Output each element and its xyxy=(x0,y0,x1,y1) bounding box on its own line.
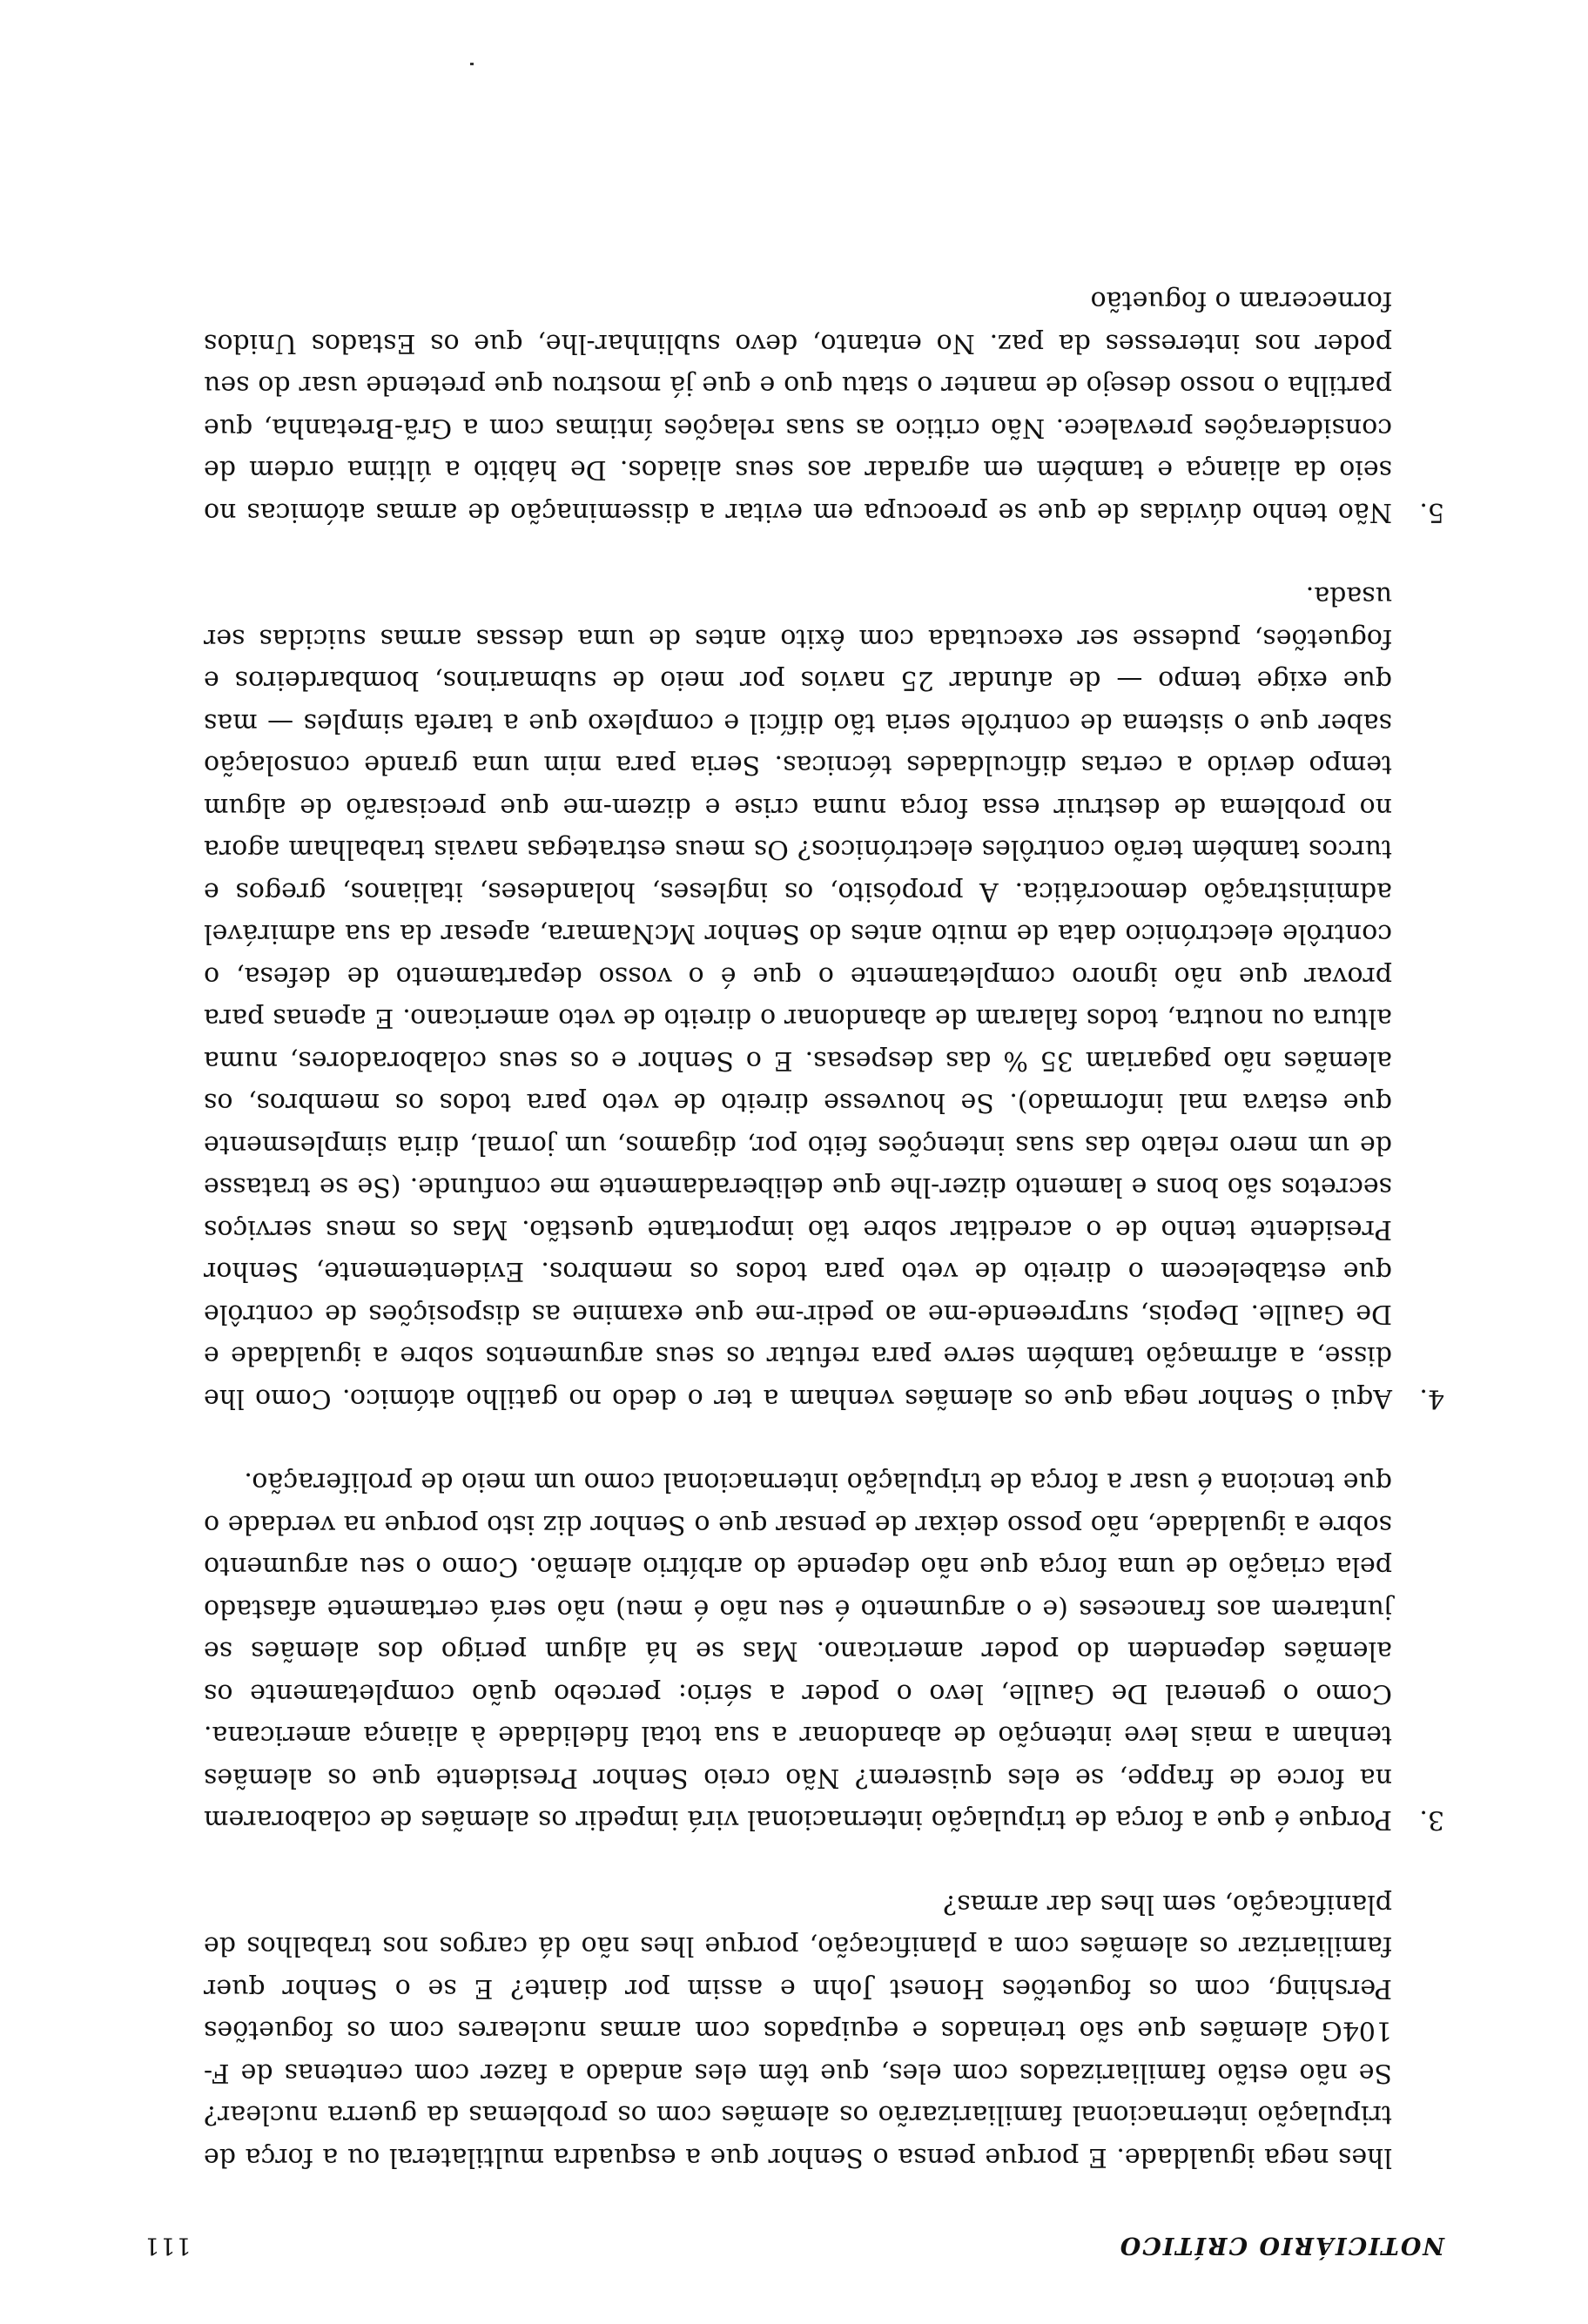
stray-ink-mark xyxy=(470,63,474,65)
paragraph-text: Porque é que a força de tripulação internacional virá impedir os alemães de colaborarem na force de frappe, se eles quiserem? Não creio Senhor Presidente que os alemães tenham a mais leve intenção de abandonar a sua total fidelidade à aliança americana. Como o general De Gaulle, levo o poder a sério: percebo quão completamente os alemães dependem do poder americano. Mas se há algum perigo dos alemães se juntarem aos franceses (e o argumento é seu não é meu) não será certamente afastado pela criação de uma força que não depende do arbítrio alemão. Como o seu argumento sobre a igualdade, não posso deixar de pensar que o Senhor diz isto porque na verdade o que tenciona é usar a força de tripulação internacional como um meio de proliferação. xyxy=(204,1467,1392,1836)
paragraph-3 xyxy=(204,1461,1444,1841)
paragraph-number: 5. xyxy=(1419,497,1444,527)
paragraph-text: lhes nega igualdade. E porque pensa o Senhor que a esquadra multilateral ou a força de tripulação internacional familiarizarão os alemães com os problemas da guerra nuclear? Se não estão familiarizados com eles, que têm eles andado a fazer com centenas de F-104G alemães que são treinados e equipados com armas nucleares com os foguetões Pershing, com os foguetões Honest John e assim por diante? E se o Senhor quer familiarizar os alemães com a planificação, porque lhes não dá cargos nos trabalhos de planificação, sem lhes dar armas? xyxy=(204,1889,1392,2173)
paragraph-4 xyxy=(204,574,1444,1419)
body-text xyxy=(204,238,1444,2178)
page-number: 111 xyxy=(144,2232,192,2259)
paragraph-text: Não tenho dúvidas de que se preocupa em evitar a disseminação de armas atómicas no seio da aliança e também em agradar aos seus aliados. De hábito a última ordem de considerações prevalece. Não critico as suas relações íntimas com a Grã-Bretanha, que partilha o nosso desejo de manter o statu quo e que já mostrou que pretende usar do seu poder nos interesses da paz. No entanto, devo sublinhar-lhe, que os Estados Unidos forneceram o foguetão xyxy=(204,285,1392,527)
paragraph-number: 3. xyxy=(1419,1804,1444,1836)
paragraph-number: 4. xyxy=(1419,1383,1444,1414)
page-header xyxy=(144,2215,1444,2259)
paragraph-text: Aqui o Senhor nega que os alemães venham a ter o dedo no gatilho atómico. Como lhe disse, a afirmação também serve para refutar os seus argumentos sobre a igualdade e De Gaulle. Depois, surpreende-me ao pedir-me que examine as disposições de contrôle que estabelecem o direito de veto para todos os membros. Evidentemente, Senhor Presidente tenho de o acreditar sobre tão importante questão. Mas os meus serviços secretos são bons e lamento dizer-lhe que deliberadamente me confunde. (Se se tratasse de um mero relato das suas intenções feito por, digamos, um jornal, diria simplesmente que estava mal informado). Se houvesse direito de veto para todos os membros, os alemães não pagariam 35 % das despesas. E o Senhor e os seus colaboradores, numa altura ou noutra, todos falaram de abandonar o direito de veto americano. E apenas para provar que não ignoro completamente o que é o vosso departamento de defesa, o contrôle electrónico data de muito antes do Senhor McNamara, apesar da sua admirável administração democrática. A propósito, os ingleses, holandeses, italianos, gregos e turcos também terão contrôles electrónicos? Os meus estrategas navais trabalham agora no problema de destruir essa força numa crise e dizem-me que precisarão de algum tempo devido a certas dificuldades técnicas. Seria para mim uma grande consolação saber que o sistema de contrôle seria tão difícil e complexo que a tarefa simples — mas que exige tempo — de afundar 25 navios por meio de submarinos, bombardeiros e foguetões, pudesse ser executada com êxito antes de uma dessas armas suicidas ser usada. xyxy=(204,581,1392,1414)
paragraph-5 xyxy=(204,279,1444,533)
paragraph-continuation xyxy=(204,1883,1444,2179)
running-title: NOTICIÁRIO CRÍTICO xyxy=(1118,2232,1444,2259)
